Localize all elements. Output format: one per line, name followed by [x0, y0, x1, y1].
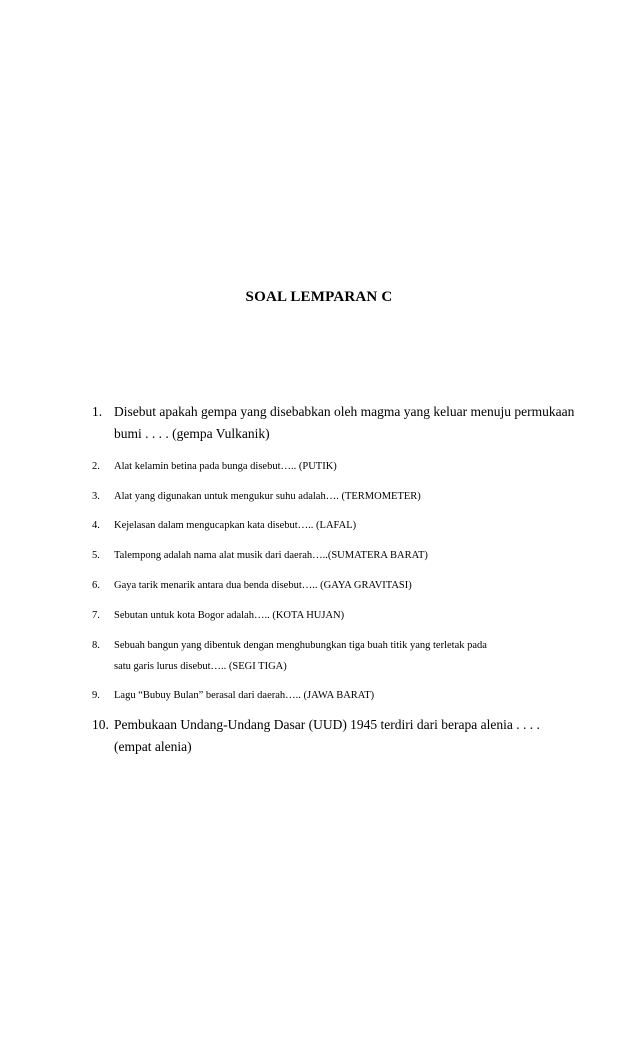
question-number: 8. [92, 640, 100, 651]
question-line: Alat kelamin betina pada bunga disebut….. (PUTIK) [114, 461, 337, 472]
question-text [114, 401, 575, 445]
question-line: Lagu “Bubuy Bulan” berasal dari daerah….. (JAWA BARAT) [114, 690, 375, 701]
question-number: 2. [92, 461, 100, 472]
question-line: Sebutan untuk kota Bogor adalah….. (KOTA HUJAN) [114, 610, 345, 621]
document-title: SOAL LEMPARAN C [245, 289, 393, 305]
question-number: 1. [92, 404, 103, 419]
question-number: 4. [92, 520, 100, 531]
question-text [114, 545, 559, 566]
question-text [114, 456, 559, 477]
question-text [114, 605, 559, 626]
question-number: 10. [92, 717, 109, 732]
question-line: satu garis lurus disebut….. (SEGI TIGA) [114, 661, 287, 672]
question-number: 9. [92, 690, 100, 701]
question-number: 3. [92, 491, 100, 502]
question-line: Alat yang digunakan untuk mengukur suhu adalah…. (TERMOMETER) [114, 491, 421, 502]
question-line: Kejelasan dalam mengucapkan kata disebut….. (LAFAL) [114, 520, 357, 531]
question-line: Gaya tarik menarik antara dua benda disebut….. (GAYA GRAVITASI) [114, 580, 412, 591]
question-line: Talempong adalah nama alat musik dari daerah…..(SUMATERA BARAT) [114, 550, 428, 561]
question-text [114, 515, 559, 536]
question-line: Sebuah bangun yang dibentuk dengan menghubungkan tiga buah titik yang terletak pada [114, 640, 487, 651]
question-text [114, 714, 559, 758]
question-text [114, 486, 559, 507]
question-number: 6. [92, 580, 100, 591]
question-text [114, 685, 559, 706]
question-line: (empat alenia) [114, 739, 192, 754]
question-number: 5. [92, 550, 100, 561]
question-line: bumi . . . . (gempa Vulkanik) [114, 426, 270, 441]
question-number: 7. [92, 610, 100, 621]
question-text [114, 575, 559, 596]
question-text [114, 635, 559, 677]
question-line: Pembukaan Undang-Undang Dasar (UUD) 1945 terdiri dari berapa alenia . . . . [114, 717, 540, 732]
question-line: Disebut apakah gempa yang disebabkan oleh magma yang keluar menuju permukaan [114, 404, 575, 419]
